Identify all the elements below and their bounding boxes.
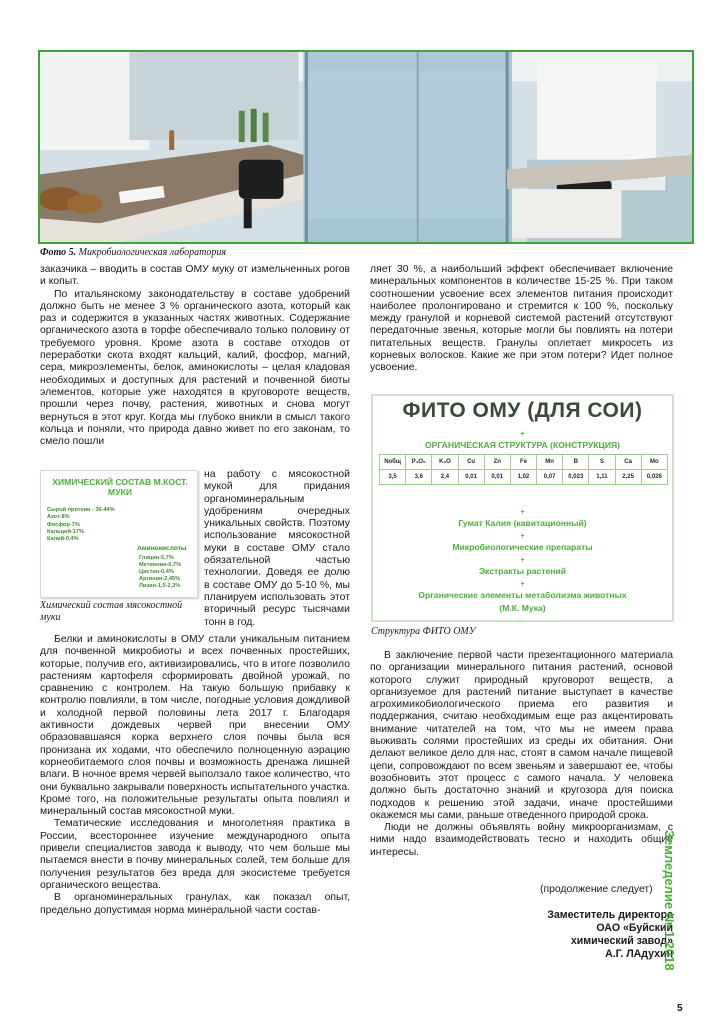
paragraph: Белки и аминокислоты в ОМУ стали уникальным питанием для почвенной микробиоты и всех почвенных простейших, которые, получив его, активизировались, что в итоге позволило растениям картофеля сформировать двойной урожай, по сравнению с контролем. На такую большую прибавку к контролю повлияли, в том числе, погодные условия дождливой и холодной первой половины лета 2017 г. Благодаря активности дождевых червей при внесении ОМУ образовавшаяся корка верхнего слоя почвы была вся пронизана их ходами, что обеспечило полноценную аэрацию корнеобитаемого слоя почвы и возможность дренажа лишней влаги. В ночное время червей выползало такое количество, что они буквально закрывали поверхность испытательного участка. Кроме того, на положительные результаты опыта повлиял и минеральный состав мясокостной муки. [40, 634, 350, 818]
amino-list [139, 555, 181, 590]
chem-item: Сырой протеин - 36-44% [47, 507, 115, 513]
photo-caption-text: Микробиологическая лаборатория [76, 247, 227, 258]
fito-title: ФИТО ОМУ (ДЛЯ СОИ) [402, 399, 643, 422]
table-cell: 0,01 [458, 470, 484, 485]
table-header-cell: Nобщ [380, 455, 406, 470]
photo-caption [40, 247, 226, 258]
table-cell: 3,5 [380, 470, 406, 485]
table-cell: 1,11 [589, 470, 615, 485]
table-cell: 0,023 [563, 470, 589, 485]
chem-box-title: ХИМИЧЕСКИЙ СОСТАВ М.КОСТ. МУКИ [52, 477, 188, 497]
author-signature [547, 909, 673, 961]
table-header-cell: P₂O₅ [406, 455, 432, 470]
chem-composition-box [40, 470, 198, 598]
right-column-bottom [370, 650, 673, 859]
left-column-top [40, 264, 350, 448]
elements-table [379, 454, 668, 485]
paragraph: По итальянскому законодательству в составе удобрений должно быть не менее 3 % органического азота, который как раз и содержится в указанных частях животных. Содержание органического азота в торфе обеспечивало только половину от требуемого уровня. Кроме азота в составе отходов от переработки скота входят кальций, калий, фосфор, магний, сера, микроэлементы, белок, аминокислоты – целая кладовая необходимых и доступных для растений и почвенной биоты элементов, которые уже находятся в круговороте веществ, прошли через почву, растения, животных и снова могут вернуться в этот круг. Когда мы глубоко вникли в смысл такого кольца и поняли, что природа давно живет по его законам, то смело пошли [40, 288, 350, 448]
table-cell: 2,4 [432, 470, 458, 485]
table-cell: 1,02 [510, 470, 536, 485]
photo-caption-label: Фото 5. [40, 247, 77, 258]
table-cell: 0,026 [641, 470, 667, 485]
chem-item: Фосфор-7% [47, 521, 80, 528]
fito-caption: Структура ФИТО ОМУ [371, 626, 476, 637]
plus-sign: + [520, 533, 525, 540]
right-column-top [370, 264, 673, 375]
continuation-note: (продолжение следует) [540, 884, 653, 895]
fito-component: Гумат Калия (кавитационный) [458, 518, 587, 528]
fito-component: (М.К. Мука) [499, 603, 546, 613]
fito-component: Органические элементы метаболизма животных [418, 590, 627, 600]
signature-line: химический завод» [570, 935, 673, 947]
table-header-cell: B [563, 455, 589, 470]
chem-box-caption: Химический состав мясокостной муки [40, 600, 183, 623]
lab-photo-illustration [40, 52, 692, 242]
paragraph: Тематические исследования и многолетняя практика в России, всестороннее изучение международного опыта привели специалистов завода к выводу, что чем больше мы пытаемся внести в почву минеральных солей, тем больше для получения результатов без вреда для экосистеме требуется органического вещества. [40, 818, 350, 891]
chem-item: Азот-8% [47, 514, 70, 521]
page-number: 5 [677, 1003, 683, 1014]
amino-item: Глицин-5,7% [139, 555, 174, 561]
table-header-row [380, 455, 668, 470]
left-column-narrow [204, 469, 350, 629]
table-header-cell: K₂O [432, 455, 458, 470]
chem-item: Кальций-17% [47, 528, 84, 535]
amino-item: Цистин-0,4% [139, 569, 174, 575]
table-row [380, 470, 668, 485]
signature-line: А.Г. ЛАдухин [605, 948, 673, 960]
table-header-cell: S [589, 455, 615, 470]
table-header-cell: Mo [641, 455, 667, 470]
amino-item: Аргинин-2,45% [139, 576, 181, 582]
table-cell: 0,01 [484, 470, 510, 485]
table-cell: 0,07 [537, 470, 563, 485]
paragraph: заказчика – вводить в состав ОМУ муку от измельченных рогов и копыт. [40, 264, 350, 288]
left-column-bottom [40, 634, 350, 917]
table-cell: 3,6 [406, 470, 432, 485]
table-header-cell: Mn [537, 455, 563, 470]
org-structure-label: ОРГАНИЧЕСКАЯ СТРУКТУРА (КОНСТРУКЦИЯ) [424, 440, 621, 450]
amino-title: Аминокислоты [137, 545, 187, 552]
table-header-cell: Ca [615, 455, 641, 470]
fito-component: Экстракты растений [478, 566, 567, 576]
plus-sign: + [520, 509, 525, 516]
table-cell: 2,25 [615, 470, 641, 485]
paragraph: В органоминеральных гранулах, как показал опыт, предельно допустимая норма минеральной части состав- [40, 892, 350, 916]
amino-item: Метионин-0,7% [139, 562, 182, 568]
paragraph: ляет 30 %, а наибольший эффект обеспечивает включение минеральных компонентов в количестве 15-25 %. При таком соотношении усвоение всех элементов питания происходит наиболее пролонгировано и стремится к 100 %, поскольку между гранулой и корневой системой растений отсутствуют передаточные звенья, которые могли бы повлиять на потери питательных веществ. Гранулы оплетает микросеть из корневых волосков. Какие же при этом потери? Идет полное усвоение. [370, 264, 673, 374]
fito-component: Микробиологические препараты [452, 542, 593, 552]
plus-sign: + [520, 581, 525, 588]
paragraph: на работу с мясокостной мукой для придания органоминеральным удобрениям очередных уникальных свойств. Поэтому использование мясокостной муки в составе ОМУ стало обязательной частью технологии. Доведя ее долю в составе ОМУ до 5-10 %, мы планируем использовать этот вторичный ресурс тысячами тонн в год. [204, 469, 350, 628]
fito-omu-box [371, 394, 674, 622]
journal-side-label: Земледелие № 1 2018 [662, 830, 677, 971]
chem-items-list [47, 507, 115, 543]
paragraph: Люди не должны объявлять войну микроорганизмам, с ними надо взаимодействовать тесно и находить общие интересы. [370, 822, 673, 858]
plus-sign: + [520, 557, 525, 564]
amino-item: Лизин-1,5-2,3% [139, 583, 181, 589]
table-header-cell: Fe [510, 455, 536, 470]
signature-line: Заместитель директора [547, 909, 673, 921]
plus-sign: + [520, 431, 525, 438]
chem-item: Калий-0,4% [47, 536, 79, 543]
table-header-cell: Cu [458, 455, 484, 470]
table-header-cell: Zn [484, 455, 510, 470]
lab-photo [38, 50, 694, 244]
signature-line: ОАО «Буйский [596, 922, 673, 934]
paragraph: В заключение первой части презентационного материала по организации минерального питания растений, основой которого служит природный круговорот веществ, а организуемое для растений питание выступает в качестве агрохимикобиологического приема его развития и поддержания, считаю необходимым еще раз акцентировать внимание читателей на том, что мы не имеем права выживать солями простейших из среды их обитания. Они делают великое дело для нас, стоят в самом начале пищевой цепи, сопровождают по всем звеньям и завершают ее, чтобы возобновить этот процесс с самого начала. У человека должно быть достаточно знаний и кругозора для поиска подходов к решению этой задачи, иначе простейшими окажемся мы сами, раньше отведенного природой срока. [370, 650, 673, 821]
